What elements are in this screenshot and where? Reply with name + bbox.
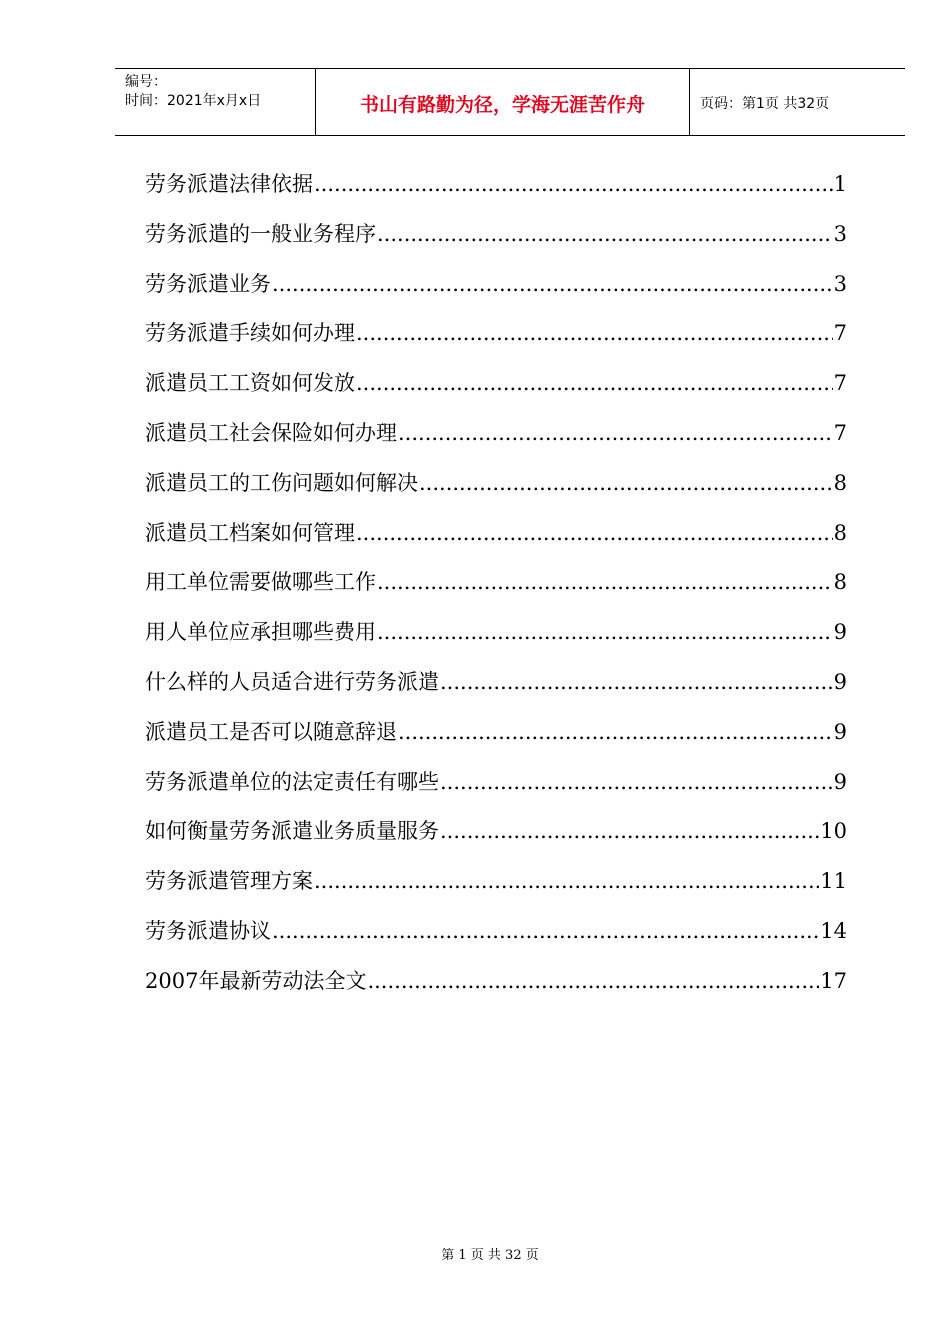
toc-entry[interactable]	[145, 268, 847, 318]
toc-entry[interactable]	[145, 766, 847, 816]
toc-leader-dots	[377, 218, 833, 250]
toc-entry[interactable]	[145, 666, 847, 716]
toc-leader-dots	[314, 168, 833, 200]
page-header	[115, 68, 905, 136]
toc-entry-title[interactable]: 如何衡量劳务派遣业务质量服务	[145, 819, 439, 844]
toc-entry-page[interactable]: 3	[833, 271, 847, 296]
toc-entry-title[interactable]: 劳务派遣的一般业务程序	[145, 221, 376, 246]
toc-entry[interactable]	[145, 367, 847, 417]
toc-entry[interactable]	[145, 168, 847, 218]
toc-leader-dots	[398, 716, 833, 748]
toc-entry-title[interactable]: 用人单位应承担哪些费用	[145, 620, 376, 645]
toc-entry[interactable]	[145, 417, 847, 467]
toc-entry[interactable]	[145, 865, 847, 915]
toc-entry-title[interactable]: 派遣员工档案如何管理	[145, 520, 355, 545]
table-of-contents	[145, 168, 847, 1015]
toc-leader-dots	[377, 616, 833, 648]
toc-leader-dots	[356, 317, 833, 349]
toc-entry-page[interactable]: 14	[820, 918, 847, 943]
header-meta	[115, 69, 316, 135]
toc-entry-page[interactable]: 11	[820, 869, 847, 894]
toc-entry[interactable]	[145, 915, 847, 965]
toc-entry-page[interactable]: 9	[833, 769, 847, 794]
toc-entry-page[interactable]: 9	[833, 719, 847, 744]
toc-entry-title[interactable]: 用工单位需要做哪些工作	[145, 570, 376, 595]
toc-entry[interactable]	[145, 965, 847, 1015]
toc-entry[interactable]	[145, 815, 847, 865]
header-page-info: 页码：第1页 共32页	[700, 96, 830, 112]
toc-entry-page[interactable]: 7	[833, 321, 847, 346]
toc-entry-title[interactable]: 劳务派遣手续如何办理	[145, 321, 355, 346]
toc-entry-page[interactable]: 7	[833, 420, 847, 445]
toc-entry-title[interactable]: 劳务派遣法律依据	[145, 172, 313, 196]
toc-leader-dots	[440, 766, 833, 798]
toc-entry-page[interactable]: 8	[833, 520, 847, 545]
toc-entry[interactable]	[145, 467, 847, 517]
toc-entry-title[interactable]: 派遣员工的工伤问题如何解决	[145, 470, 418, 495]
toc-leader-dots	[440, 815, 819, 847]
header-motto: 书山有路勤为径，学海无涯苦作舟	[316, 69, 690, 135]
page-footer: 第 1 页 共 32 页	[441, 1248, 539, 1263]
toc-leader-dots	[440, 666, 833, 698]
toc-entry-page[interactable]: 9	[833, 620, 847, 645]
toc-leader-dots	[314, 865, 819, 897]
toc-leader-dots	[272, 915, 819, 947]
document-number: 编号：	[125, 74, 167, 90]
toc-leader-dots	[398, 417, 833, 449]
toc-entry-title[interactable]: 派遣员工是否可以随意辞退	[145, 719, 397, 744]
toc-entry[interactable]	[145, 218, 847, 268]
toc-entry-page[interactable]: 3	[833, 221, 847, 246]
toc-entry-page[interactable]: 8	[833, 470, 847, 495]
toc-entry-page[interactable]: 9	[833, 669, 847, 694]
toc-entry-title[interactable]: 2007年最新劳动法全文	[145, 968, 367, 993]
toc-leader-dots	[356, 367, 833, 399]
toc-entry-page[interactable]: 1	[833, 172, 847, 196]
toc-entry-title[interactable]: 劳务派遣业务	[145, 271, 271, 296]
toc-entry-title[interactable]: 劳务派遣协议	[145, 918, 271, 943]
toc-entry[interactable]	[145, 517, 847, 567]
toc-entry-page[interactable]: 7	[833, 371, 847, 396]
document-time: 时间：2021年x月x日	[125, 93, 262, 109]
toc-leader-dots	[356, 517, 833, 549]
toc-entry-title[interactable]: 派遣员工工资如何发放	[145, 371, 355, 396]
toc-leader-dots	[367, 965, 819, 997]
toc-entry-title[interactable]: 劳务派遣管理方案	[145, 869, 313, 894]
toc-entry[interactable]	[145, 616, 847, 666]
toc-entry[interactable]	[145, 716, 847, 766]
toc-entry-page[interactable]: 10	[820, 819, 847, 844]
toc-entry-page[interactable]: 17	[820, 968, 847, 993]
toc-entry[interactable]	[145, 566, 847, 616]
toc-entry[interactable]	[145, 317, 847, 367]
toc-leader-dots	[272, 268, 833, 300]
toc-entry-page[interactable]: 8	[833, 570, 847, 595]
toc-entry-title[interactable]: 派遣员工社会保险如何办理	[145, 420, 397, 445]
toc-entry-title[interactable]: 劳务派遣单位的法定责任有哪些	[145, 769, 439, 794]
toc-leader-dots	[377, 566, 833, 598]
toc-leader-dots	[419, 467, 833, 499]
toc-entry-title[interactable]: 什么样的人员适合进行劳务派遣	[145, 669, 439, 694]
